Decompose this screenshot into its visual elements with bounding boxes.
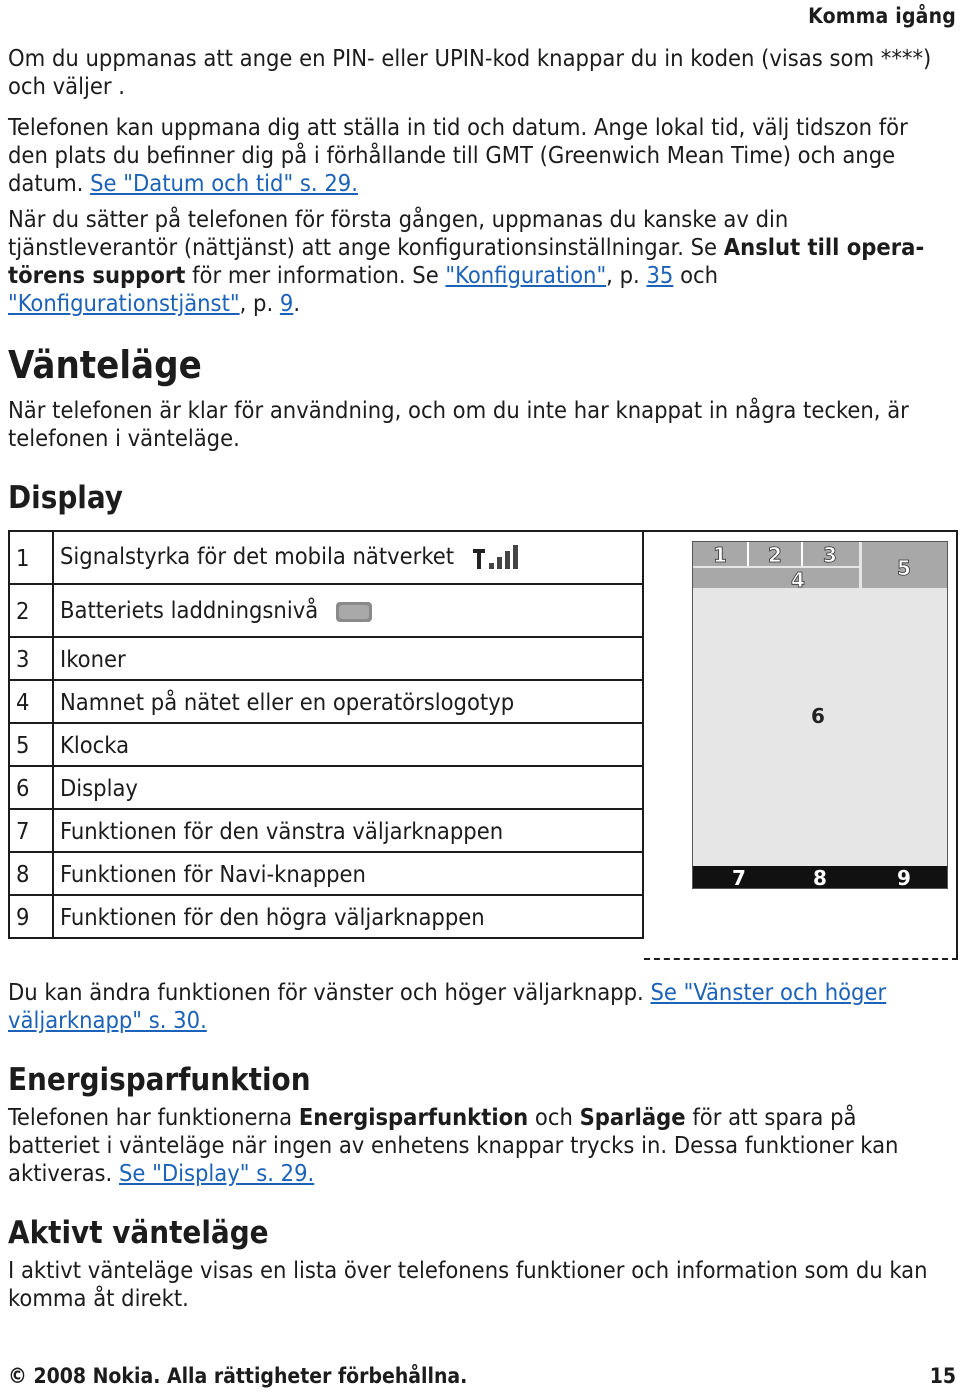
copyright-footer: © 2008 Nokia. Alla rättigheter förbehållna. xyxy=(8,1364,468,1388)
energy-heading: Energisparfunktion xyxy=(8,1062,311,1098)
energy-saver-term: Energisparfunktion xyxy=(298,1103,529,1131)
table-row xyxy=(9,680,643,723)
active-line-2: komma åt direkt. xyxy=(8,1284,189,1312)
operator-support-term-cont: törens support xyxy=(8,261,186,289)
softkey-line-1: Du kan ändra funktionen för vänster och höger väljarknapp. xyxy=(8,978,651,1006)
energy-paragraph xyxy=(8,1103,958,1187)
screen-label-3: 3 xyxy=(823,543,837,567)
standby-heading: Vänteläge xyxy=(8,343,202,387)
sleep-mode-term: Sparläge xyxy=(579,1103,686,1131)
page-number: 15 xyxy=(929,1364,956,1388)
pin-line-2: och väljer . xyxy=(8,72,126,100)
screen-label-7: 7 xyxy=(732,866,746,889)
date-time-link[interactable]: Se "Datum och tid" s. 29. xyxy=(90,169,358,197)
pin-line-1: Om du uppmanas att ange en PIN- eller UPIN-kod knappar du in koden (visas som ****) xyxy=(8,44,932,72)
config-line-3: för mer information. Se xyxy=(185,261,446,289)
table-row xyxy=(9,584,643,637)
time-line-3: datum. xyxy=(8,169,91,197)
row-label: Signalstyrka för det mobila nätverket xyxy=(60,542,455,571)
config-line-2: tjänstleverantör (nättjänst) att ange konfigurationsinställningar. Se xyxy=(8,233,724,261)
standby-paragraph xyxy=(8,396,958,452)
row-number: 1 xyxy=(9,531,53,584)
row-number: 4 xyxy=(9,680,53,723)
energy-line-1-and: och xyxy=(528,1103,580,1131)
row-label-cell xyxy=(53,531,643,584)
row-label: Klocka xyxy=(53,723,643,766)
table-row xyxy=(9,852,643,895)
row-label: Namnet på nätet eller en operatörslogotyp xyxy=(53,680,643,723)
row-number: 9 xyxy=(9,895,53,938)
display-heading: Display xyxy=(8,480,123,516)
row-label: Funktionen för Navi-knappen xyxy=(53,852,643,895)
time-line-1: Telefonen kan uppmana dig att ställa in tid och datum. Ange lokal tid, välj tidszon för xyxy=(8,113,908,141)
pin-paragraph xyxy=(8,44,958,100)
battery-level-icon xyxy=(335,599,373,625)
energy-line-3: aktiveras. xyxy=(8,1159,119,1187)
row-number: 6 xyxy=(9,766,53,809)
table-row xyxy=(9,723,643,766)
row-label: Funktionen för den vänstra väljarknappen xyxy=(53,809,643,852)
time-paragraph xyxy=(8,113,958,197)
screen-label-2: 2 xyxy=(768,543,782,567)
active-line-1: I aktivt vänteläge visas en lista över telefonens funktioner och information som du kan xyxy=(8,1256,928,1284)
configuration-page-link[interactable]: 35 xyxy=(646,261,674,289)
row-number: 2 xyxy=(9,584,53,637)
energy-line-1-end: för att spara på xyxy=(685,1103,857,1131)
configuration-link[interactable]: "Konfiguration" xyxy=(445,261,607,289)
screen-label-4: 4 xyxy=(791,568,805,592)
config-line-1: När du sätter på telefonen för första gången, uppmanas du kanske av din xyxy=(8,205,789,233)
config-line-3-sep: , p. xyxy=(606,261,647,289)
row-label: Funktionen för den högra väljarknappen xyxy=(53,895,643,938)
screen-label-8: 8 xyxy=(813,866,827,889)
config-paragraph xyxy=(8,205,958,317)
screen-label-9: 9 xyxy=(897,866,911,889)
energy-line-2: batteriet i vänteläge när ingen av enhetens knappar trycks in. Dessa funktioner kan xyxy=(8,1131,899,1159)
screen-label-5: 5 xyxy=(897,556,911,580)
phone-screen-diagram xyxy=(692,541,948,889)
row-number: 3 xyxy=(9,637,53,680)
table-row xyxy=(9,809,643,852)
selection-keys-link[interactable]: Se "Vänster och höger xyxy=(650,978,887,1006)
table-row xyxy=(9,895,643,938)
row-label: Display xyxy=(53,766,643,809)
softkey-paragraph xyxy=(8,978,958,1034)
standby-line-2: telefonen i vänteläge. xyxy=(8,424,240,452)
active-standby-heading: Aktivt vänteläge xyxy=(8,1215,269,1251)
screen-label-6: 6 xyxy=(811,704,825,728)
configuration-service-page-link[interactable]: 9 xyxy=(279,289,294,317)
time-line-2: den plats du befinner dig på i förhållande till GMT (Greenwich Mean Time) och ange xyxy=(8,141,896,169)
display-settings-link[interactable]: Se "Display" s. 29. xyxy=(118,1159,315,1187)
row-label: Batteriets laddningsnivå xyxy=(60,596,319,625)
standby-line-1: När telefonen är klar för användning, och om du inte har knappat in några tecken, är xyxy=(8,396,909,424)
row-label: Ikoner xyxy=(53,637,643,680)
screen-label-1: 1 xyxy=(713,543,727,567)
row-number: 5 xyxy=(9,723,53,766)
table-row xyxy=(9,531,643,584)
config-line-4-end: . xyxy=(293,289,301,317)
active-standby-paragraph xyxy=(8,1256,958,1312)
config-line-4-sep: , p. xyxy=(239,289,280,317)
display-legend-table xyxy=(8,530,644,939)
configuration-service-link[interactable]: "Konfigurationstjänst" xyxy=(8,289,240,317)
signal-strength-icon xyxy=(471,543,519,573)
energy-line-1: Telefonen har funktionerna xyxy=(8,1103,299,1131)
operator-support-term: Anslut till opera- xyxy=(723,233,925,261)
row-label-cell xyxy=(53,584,643,637)
table-row xyxy=(9,766,643,809)
row-number: 7 xyxy=(9,809,53,852)
selection-keys-link-cont[interactable]: väljarknapp" s. 30. xyxy=(8,1006,207,1034)
running-head: Komma igång xyxy=(808,4,956,28)
config-line-3-end: och xyxy=(673,261,719,289)
row-number: 8 xyxy=(9,852,53,895)
table-row xyxy=(9,637,643,680)
screen-area-4 xyxy=(693,568,859,588)
